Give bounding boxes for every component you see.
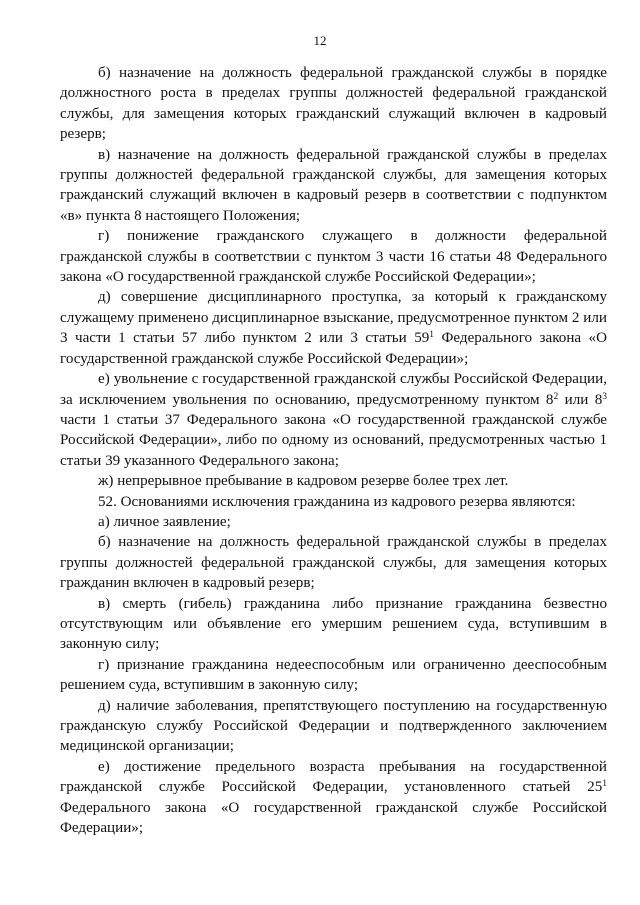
superscript-index: 1 — [429, 330, 435, 341]
paragraph-g-incapacity: г) признание гражданина недееспособным или ограниченно дееспособным решением суда, вступившим в законную силу; — [60, 656, 607, 694]
document-body — [60, 63, 607, 838]
paragraph-zh-three-years: ж) непрерывное пребывание в кадровом резерве более трех лет. — [98, 473, 509, 490]
paragraph-g-demotion: г) понижение гражданского служащего в должности федеральной гражданской службы в соответствии с пунктом 3 части 16 статьи 48 Федерального закона «О государственной гражданской службе Российской Федерации»; — [60, 228, 607, 286]
paragraph-b-appointment: б) назначение на должность федеральной гражданской службы в пределах группы должностей федеральной гражданской службы, для замещения которых гражданин включен в кадровый резерв; — [60, 534, 607, 592]
superscript-index: 2 — [553, 391, 559, 402]
paragraph-e-age-limit: е) достижение предельного возраста пребывания на государственной гражданской службе Российской Федерации, установленного статьей $25^1$ Федерального закона «О государственной гражданской службе Российской Федерации»; — [60, 758, 607, 837]
paragraph-e-dismissal: е) увольнение с государственной гражданской службы Российской Федерации, за исключением увольнения по основанию, предусмотренному пунктом $8^2$ или $8^3$ части 1 статьи 37 Федерального закона «О государственной гражданской службе Российской Федерации», либо по одному из оснований, предусмотренных частью 1 статьи 39 указанного Федерального закона; — [60, 371, 608, 469]
paragraph-a-application: а) личное заявление; — [98, 513, 231, 530]
paragraph-d-illness: д) наличие заболевания, препятствующего поступлению на государственную гражданскую службу Российской Федерации и подтвержденного заключением медицинской организации; — [60, 697, 607, 755]
paragraph-v-death: в) смерть (гибель) гражданина либо признание гражданина безвестно отсутствующим или объявление его умершим решением суда, вступившим в законную силу; — [60, 595, 607, 653]
superscript-index: 1 — [602, 779, 607, 790]
page-number: 12 — [313, 33, 327, 48]
paragraph-v-appointment: в) назначение на должность федеральной гражданской службы в пределах группы должностей федеральной гражданской службы, для замещения которых гражданский служащий включен в кадровый резерв в соответствии с подпунктом «в» пункта 8 настоящего Положения; — [60, 146, 607, 224]
paragraph-d-disciplinary: д) совершение дисциплинарного проступка, за который к гражданскому служащему применено дисциплинарное взыскание, предусмотренное пунктом 2 или 3 части 1 статьи 57 либо пунктом 2 или 3 статьи $59^1$ Федерального закона «О государственной гражданской службе Российской Федерации»; — [60, 289, 607, 367]
paragraph-52-heading: 52. Основаниями исключения гражданина из кадрового резерва являются: — [98, 493, 576, 510]
paragraph-b-growth: б) назначение на должность федеральной гражданской службы в порядке должностного роста в пределах группы должностей федеральной гражданской службы, для замещения которых гражданский служащий включен в кадровый резерв; — [60, 65, 607, 143]
superscript-index: 3 — [602, 391, 608, 402]
